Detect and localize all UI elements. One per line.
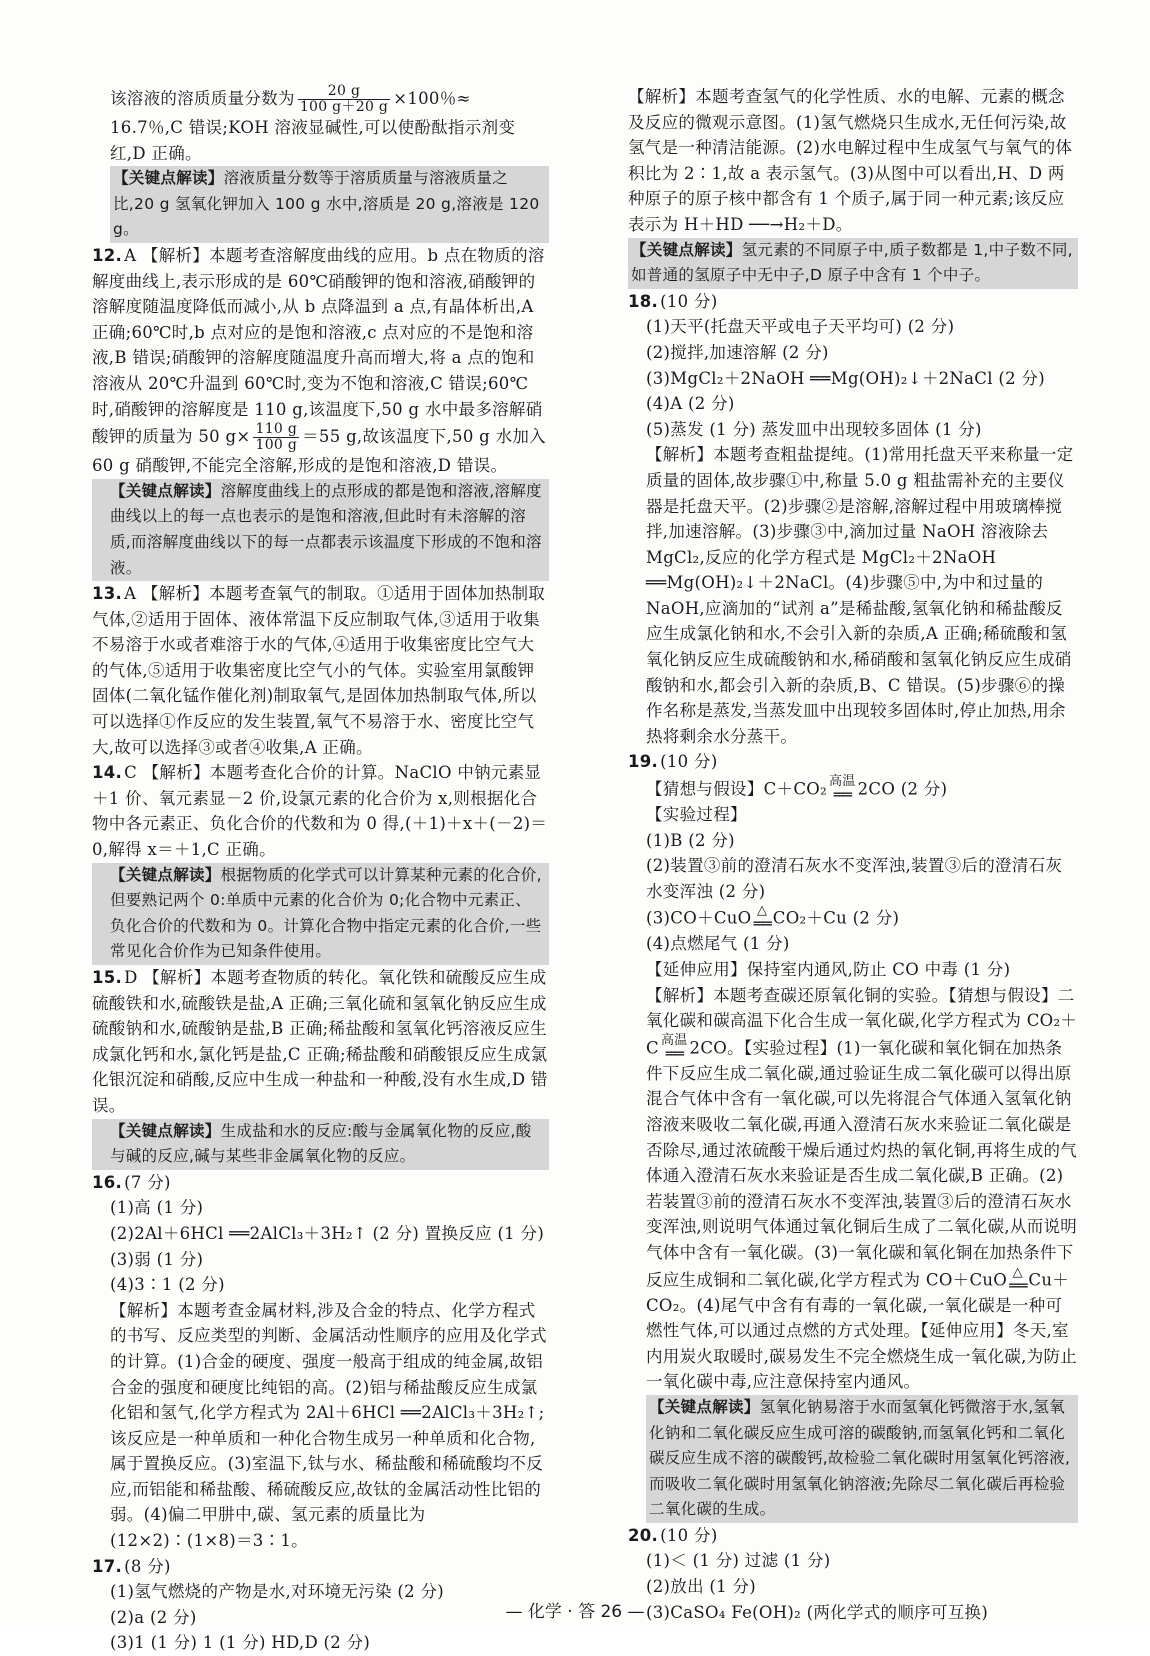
q17-number: 17. [92,1556,123,1576]
q16 [92,1170,549,1554]
q13 [92,581,549,760]
q11-text-1: 该溶液的溶质质量分数为 [110,89,295,108]
q17-answer-2: (2)a (2 分) [110,1607,197,1627]
q17-key-box: 【关键点解读】氢元素的不同原子中,质子数都是 1,中子数不同,如普通的氢原子中无中子,D 原子中含有 1 个中子。 [628,238,1078,289]
q14-key-box: 【关键点解读】根据物质的化学式可以计算某种元素的化合价,但要熟记两个 0:单质中元素的化合价为 0;化合物中元素正、负化合价的代数和为 0。计算化合物中指定元素的化合价,一些常见化合价作为已知条件使用。 [92,863,549,965]
q20-answer-1: (1)＜ (1 分) 过滤 (1 分) [646,1551,831,1571]
q14-number: 14. [92,763,123,783]
q11-text-3: 16.7％,C 错误;KOH 溶液显碱性,可以使酚酞指示剂变红,D 正确。 [110,118,516,163]
q18 [628,289,1078,750]
q16-number: 16. [92,1172,123,1192]
q13-number: 13. [92,584,123,604]
q12 [92,243,549,581]
q19-answer-4: (4)点燃尾气 (1 分) [646,934,790,954]
q11-text-2: ×100％≈ [393,89,471,108]
q15 [92,965,549,1170]
q19-answer-1: (1)B (2 分) [646,830,735,850]
q19-answer-3: (3)CO＋CuO △ ══ CO₂＋Cu (2 分) [646,903,900,934]
q19-extension: 【延伸应用】保持室内通风,防止 CO 中毒 (1 分) [646,960,1011,979]
q17-answer-3: (3)1 (1 分) 1 (1 分) HD,D (2 分) [110,1633,371,1653]
q11-fraction: $\frac{20 g}{100 g+20 g}$ [299,83,389,115]
q18-number: 18. [628,291,659,311]
q15-key-box: 【关键点解读】生成盐和水的反应:酸与金属氧化物的反应,酸与碱的反应,碱与某些非金属氧化物的反应。 [92,1119,549,1170]
q11-key-box: 【关键点解读】溶液质量分数等于溶质质量与溶液质量之比,20 g 氢氧化钾加入 100 g 水中,溶质是 20 g,溶液是 120 g。 [110,166,549,243]
q19 [628,749,1078,1522]
q16-answer-2: (2)2Al＋6HCl ══2AlCl₃＋3H₂↑ (2 分) 置换反应 (1 分) [110,1223,545,1243]
q18-score: (10 分) [660,291,718,311]
reaction-condition: △ ══ [753,903,771,934]
q12-body-2: ＝55 g,故该温度下,50 g 水加入 60 g 硝酸钾,不能完全溶解,形成的是饱和溶液,D 错误。 [92,427,546,476]
q17-analysis: 【解析】本题考查氢气的化学性质、水的电解、元素的概念及反应的微观示意图。(1)氢气燃烧只生成水,无任何污染,故氢气是一种清洁能源。(2)水电解过程中生成氢气与氧气的体积比为 2∶1,故 a 表示氢气。(3)从图中可以看出,H、D 两种原子的原子核中都含有 1 个质子,属于同一种元素;该反应表示为 H＋HD ──→H₂＋D。 [628,87,1073,234]
q18-analysis: 【解析】本题考查粗盐提纯。(1)常用托盘天平来称量一定质量的固体,故步骤①中,称量 5.0 g 粗盐需补充的主要仪器是托盘天平。(2)步骤②是溶解,溶解过程中用玻璃棒搅拌,加速溶解。(3)步骤③中,滴加过量 NaOH 溶液除去 MgCl₂,反应的化学方程式是 MgCl₂＋2NaOH ══Mg(OH)₂↓＋2NaCl。(4)步骤⑤中,为中和过量的 NaOH,应滴加的“试剂 a”是稀盐酸,氢氧化钠和稀盐酸反应生成氯化钠和水,不会引入新的杂质,A 正确;稀硫酸和氢氧化钠反应生成硫酸钠和水,稀硝酸和氢氧化钠反应生成硝酸钠和水,都会引入新的杂质,B、C 错误。(5)步骤⑥的操作名称是蒸发,当蒸发皿中出现较多固体时,停止加热,用余热将剩余水分蒸干。 [646,445,1074,746]
q12-fraction: $\frac{110 g}{100 g}$ [255,421,298,454]
q19-experiment-heading: 【实验过程】 [646,805,747,825]
q12-number: 12. [92,245,123,265]
q14-body: C 【解析】本题考查化合价的计算。NaClO 中钠元素显＋1 价、氧元素显－2 价,设氯元素的化合价为 x,则根据化合物中各元素正、负化合价的代数和为 0 得,(＋1)＋x＋(－2)＝0,解得 x＝＋1,C 正确。 [92,763,548,860]
q18-answer-3: (3)MgCl₂＋2NaOH ══Mg(OH)₂↓＋2NaCl (2 分) [646,368,1045,388]
q17-answer-1: (1)氢气燃烧的产物是水,对环境无污染 (2 分) [110,1582,444,1602]
q19-answer-2: (2)装置③前的澄清石灰水不变浑浊,装置③后的澄清石灰水变浑浊 (2 分) [646,856,1063,901]
q18-answer-5: (5)蒸发 (1 分) 蒸发皿中出现较多固体 (1 分) [646,419,982,439]
q20-number: 20. [628,1525,659,1545]
q19-number: 19. [628,752,659,772]
q16-answer-3: (3)弱 (1 分) [110,1249,204,1269]
q19-hypothesis: 【猜想与假设】C＋CO₂ 高温 ══ 2CO (2 分) [646,774,948,805]
q11-continuation [92,84,549,243]
reaction-condition: 高温 ══ [660,1032,688,1063]
right-column [628,84,1078,1625]
q17-continuation [628,84,1078,289]
q16-analysis: 【解析】本题考查金属材料,涉及合金的特点、化学方程式的书写、反应类型的判断、金属活动性顺序的应用及化学式的计算。(1)合金的硬度、强度一般高于组成的纯金属,故铝合金的强度和硬度比纯铝的高。(2)铝与稀盐酸反应生成氯化铝和氢气,化学方程式为 2Al＋6HCl ══2AlCl₃＋3H₂↑;该反应是一种单质和一种化合物生成另一种单质和化合物,属于置换反应。(3)室温下,钛与水、稀盐酸和稀硫酸均不反应,而铝能和稀盐酸、稀硫酸反应,故钛的金属活动性比铝的弱。(4)偏二甲肼中,碳、氢元素的质量比为(12×2)∶(1×8)＝3∶1。 [110,1300,547,1551]
q17-score: (8 分) [124,1556,171,1576]
q14 [92,760,549,965]
left-column [92,84,549,1656]
q13-body: A 【解析】本题考查氧气的制取。①适用于固体加热制取气体,②适用于固体、液体常温下反应制取气体,③适用于收集不易溶于水或者难溶于水的气体,④适用于收集密度比空气大的气体,⑤适用于收集密度比空气小的气体。实验室用氯酸钾固体(二氧化锰作催化剂)制取氧气,是固体加热制取气体,所以可以选择①作反应的发生装置,氧气不易溶于水、密度比空气大,故可以选择③或者④收集,A 正确。 [92,584,546,757]
q20-answer-2: (2)放出 (1 分) [646,1577,757,1597]
q15-body: D 【解析】本题考查物质的转化。氧化铁和硫酸反应生成硫酸铁和水,硫酸铁是盐,A 正确;三氧化硫和氢氧化钠反应生成硫酸钠和水,硫酸钠是盐,B 正确;稀盐酸和氢氧化钙溶液反应生成氯化钙和水,氯化钙是盐,C 正确;稀盐酸和硝酸银反应生成氯化银沉淀和硝酸,反应中生成一种盐和一种酸,没有水生成,D 错误。 [92,968,548,1115]
q20-score: (10 分) [660,1525,718,1545]
q16-answer-1: (1)高 (1 分) [110,1198,204,1218]
q12-body-1: A 【解析】本题考查溶解度曲线的应用。b 点在物质的溶解度曲线上,表示形成的是 60℃硝酸钾的饱和溶液,硝酸钾的溶解度随温度降低而减小,从 b 点降温到 a 点,有晶体析出,A 正确;60℃时,b 点对应的是饱和溶液,c 点对应的不是饱和溶液,B 错误;硝酸钾的溶解度随温度升高而增大,将 a 点的饱和溶液从 20℃升温到 60℃时,变为不饱和溶液,C 错误;60℃时,硝酸钾的溶解度是 110 g,该温度下,50 g 水中最多溶解硝酸钾的质量为 50 g× [92,245,545,447]
q18-answer-1: (1)天平(托盘天平或电子天平均可) (2 分) [646,317,955,337]
q19-analysis: 【解析】本题考查碳还原氧化铜的实验。【猜想与假设】二氧化碳和碳高温下化合生成一氧化碳,化学方程式为 CO₂＋C 高温 ══ 2CO。【实验过程】(1)一氧化碳和氧化铜在加热条件下反应生成二氧化碳,通过验证生成二氧化碳可以得出原混合气体中含有一氧化碳,可以先将混合气体通入氢氧化钠溶液来吸收二氧化碳,再通入澄清石灰水来验证二氧化碳是否除尽,通过浓硫酸干燥后通过灼热的氧化铜,再将生成的气体通入澄清石灰水来验证是否生成二氧化碳,B 正确。(2)若装置③前的澄清石灰水不变浑浊,装置③后的澄清石灰水变浑浊,则说明气体通过氧化铜后生成了二氧化碳,从而说明气体中含有一氧化碳。(3)一氧化碳和氧化铜在加热条件下反应生成铜和二氧化碳,化学方程式为 CO＋CuO △ ══ Cu＋CO₂。(4)尾气中含有有毒的一氧化碳,一氧化碳是一种可燃性气体,可以通过点燃的方式处理。【延伸应用】冬天,室内用炭火取暖时,碳易发生不完全燃烧生成一氧化碳,为防止一氧化碳中毒,应注意保持室内通风。 [646,985,1078,1392]
q19-score: (10 分) [660,752,718,772]
q16-score: (7 分) [124,1172,171,1192]
q18-answer-4: (4)A (2 分) [646,394,735,414]
q20-answer-3: (3)CaSO₄ Fe(OH)₂ (两化学式的顺序可互换) [646,1602,989,1622]
reaction-condition: △ ══ [1009,1264,1027,1295]
page-footer: — 化学 · 答 26 — [505,1602,645,1622]
q16-answer-4: (4)3∶1 (2 分) [110,1275,225,1295]
q12-key-box: 【关键点解读】溶解度曲线上的点形成的都是饱和溶液,溶解度曲线以上的每一点也表示的是饱和溶液,但此时有未溶解的溶质,而溶解度曲线以下的每一点都表示该温度下形成的不饱和溶液。 [92,479,549,581]
reaction-condition: 高温 ══ [829,774,856,805]
q19-key-box: 【关键点解读】氢氧化钠易溶于水而氢氧化钙微溶于水,氢氧化钠和二氧化碳反应生成可溶的碳酸钠,而氢氧化钙和二氧化碳反应生成不溶的碳酸钙,故检验二氧化碳时用氢氧化钙溶液,而吸收二氧化碳时用氢氧化钠溶液;先除尽二氧化碳后再检验二氧化碳的生成。 [646,1395,1078,1523]
q15-number: 15. [92,968,123,987]
q18-answer-2: (2)搅拌,加速溶解 (2 分) [646,342,829,362]
